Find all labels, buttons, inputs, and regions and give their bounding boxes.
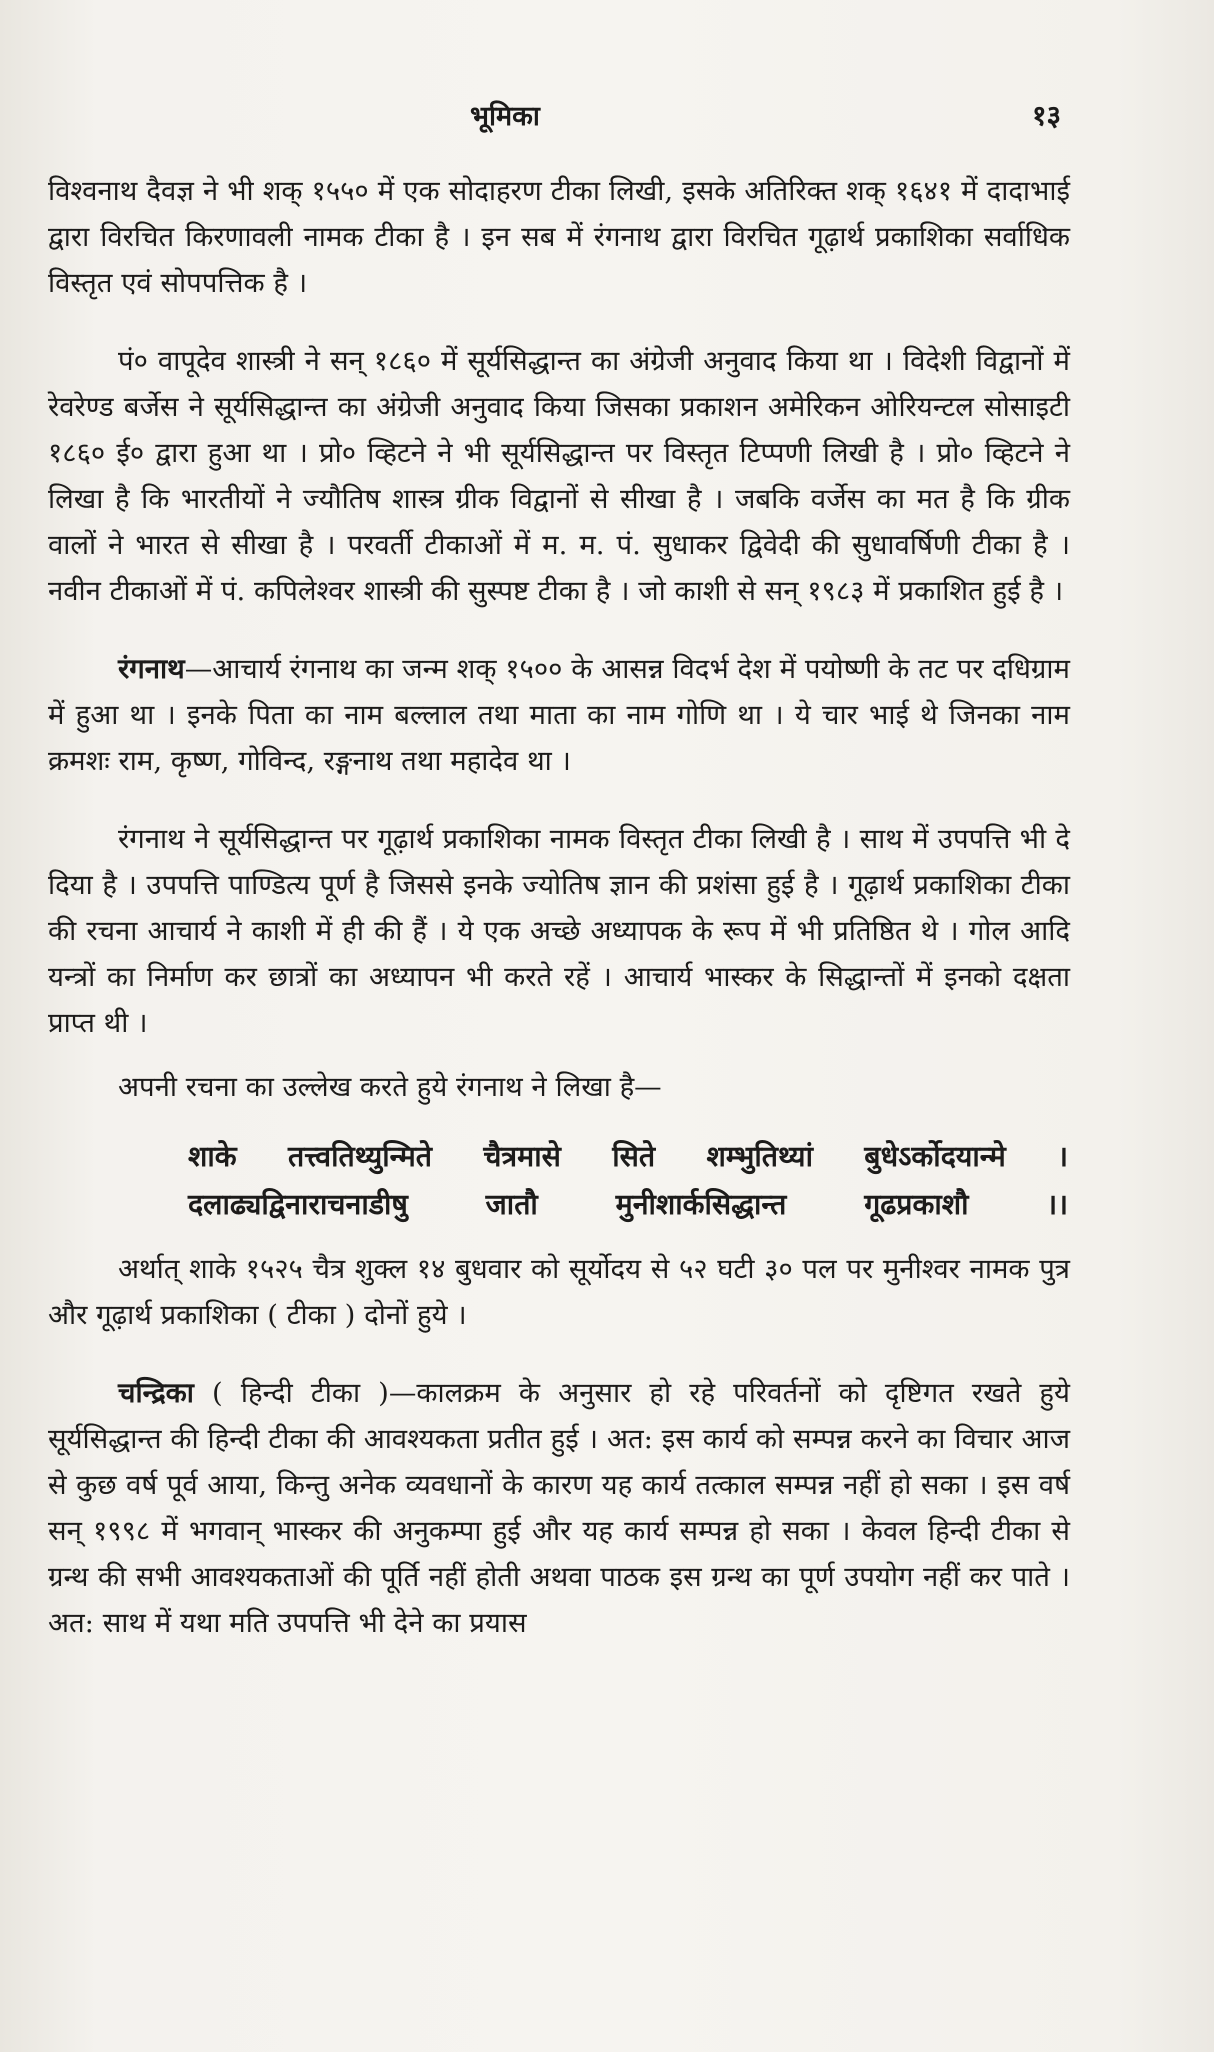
verse-line-2: दलाढ्यद्विनाराचनाडीषु जातौ मुनीशार्कसिद्धान्त गूढप्रकाशौ ।।: [188, 1187, 1068, 1221]
paragraph-4: रंगनाथ ने सूर्यसिद्धान्त पर गूढ़ार्थ प्रकाशिका नामक विस्तृत टीका लिखी है । साथ में उपपत्ति भी दे दिया है । उपपत्ति पाण्डित्य पूर्ण है जिससे इनके ज्योतिष ज्ञान की प्रशंसा हुई है । गूढ़ार्थ प्रकाशिका टीका की रचना आचार्य ने काशी में ही की हैं । ये एक अच्छे अध्यापक के रूप में भी प्रतिष्ठित थे । गोल आदि यन्त्रों का निर्माण कर छात्रों का अध्यापन भी करते रहें । आचार्य भास्कर के सिद्धान्तों में इनको दक्षता प्राप्त थी ।: [48, 823, 1070, 1039]
paragraph-7-text: ( हिन्दी टीका )—कालक्रम के अनुसार हो रहे परिवर्तनों को दृष्टिगत रखते हुये सूर्यसिद्धान्त की हिन्दी टीका की आवश्यकता प्रतीत हुई । अत: इस कार्य को सम्पन्न करने का विचार आज से कुछ वर्ष पूर्व आया, किन्तु अनेक व्यवधानों के कारण यह कार्य तत्काल सम्पन्न नहीं हो सका । इस वर्ष सन् १९९८ में भगवान् भास्कर की अनुकम्पा हुई और यह कार्य सम्पन्न हो सका । केवल हिन्दी टीका से ग्रन्थ की सभी आवश्यकताओं की पूर्ति नहीं होती अथवा पाठक इस ग्रन्थ का पूर्ण उपयोग नहीं कर पाते । अत: साथ में यथा मति उपपत्ति भी देने का प्रयास: [48, 1377, 1070, 1639]
paragraph-5: अपनी रचना का उल्लेख करते हुये रंगनाथ ने लिखा है—: [118, 1071, 662, 1103]
paragraph-7: [48, 1370, 1070, 1646]
heading-term-chandrika: चन्द्रिका: [118, 1377, 194, 1409]
sanskrit-verse: [188, 1132, 1068, 1228]
page-number: १३: [1032, 99, 1062, 132]
paragraph-1: विश्वनाथ दैवज्ञ ने भी शक् १५५० में एक सोदाहरण टीका लिखी, इसके अतिरिक्त शक् १६४१ में दादाभाई द्वारा विरचित किरणावली नामक टीका है । इन सब में रंगनाथ द्वारा विरचित गूढ़ार्थ प्रकाशिका सर्वाधिक विस्तृत एवं सोपपत्तिक है ।: [48, 175, 1070, 299]
paragraph-3-text: —आचार्य रंगनाथ का जन्म शक् १५०० के आसन्न विदर्भ देश में पयोष्णी के तट पर दधिग्राम में हुआ था । इनके पिता का नाम बल्लाल तथा माता का नाम गोणि था । ये चार भाई थे जिनका नाम क्रमशः राम, कृष्ण, गोविन्द, रङ्गनाथ तथा महादेव था ।: [48, 653, 1070, 777]
paragraph-6: अर्थात् शाके १५२५ चैत्र शुक्ल १४ बुधवार को सूर्योदय से ५२ घटी ३० पल पर मुनीश्वर नामक पुत्र और गूढ़ार्थ प्रकाशिका ( टीका ) दोनों हुये ।: [48, 1253, 1070, 1331]
running-title: भूमिका: [470, 101, 540, 132]
verse-line-1: शाके तत्त्वतिथ्युन्मिते चैत्रमासे सिते शम्भुतिथ्यां बुधेऽर्कोदयान्मे ।: [188, 1139, 1068, 1173]
heading-term-ranganath: रंगनाथ: [118, 653, 185, 685]
page-body: [48, 168, 1070, 1646]
paragraph-3: [48, 646, 1070, 784]
page-header: [0, 96, 1214, 136]
paragraph-2: पं० वापूदेव शास्त्री ने सन् १८६० में सूर्यसिद्धान्त का अंग्रेजी अनुवाद किया था । विदेशी विद्वानों में रेवरेण्ड बर्जेस ने सूर्यसिद्धान्त का अंग्रेजी अनुवाद किया जिसका प्रकाशन अमेरिकन ओरियन्टल सोसाइटी १८६० ई० द्वारा हुआ था । प्रो० व्हिटने ने भी सूर्यसिद्धान्त पर विस्तृत टिप्पणी लिखी है । प्रो० व्हिटने ने लिखा है कि भारतीयों ने ज्यौतिष शास्त्र ग्रीक विद्वानों से सीखा है । जबकि वर्जेस का मत है कि ग्रीक वालों ने भारत से सीखा है । परवर्ती टीकाओं में म. म. पं. सुधाकर द्विवेदी की सुधावर्षिणी टीका है । नवीन टीकाओं में पं. कपिलेश्वर शास्त्री की सुस्पष्ट टीका है । जो काशी से सन् १९८३ में प्रकाशित हुई है ।: [48, 345, 1070, 607]
